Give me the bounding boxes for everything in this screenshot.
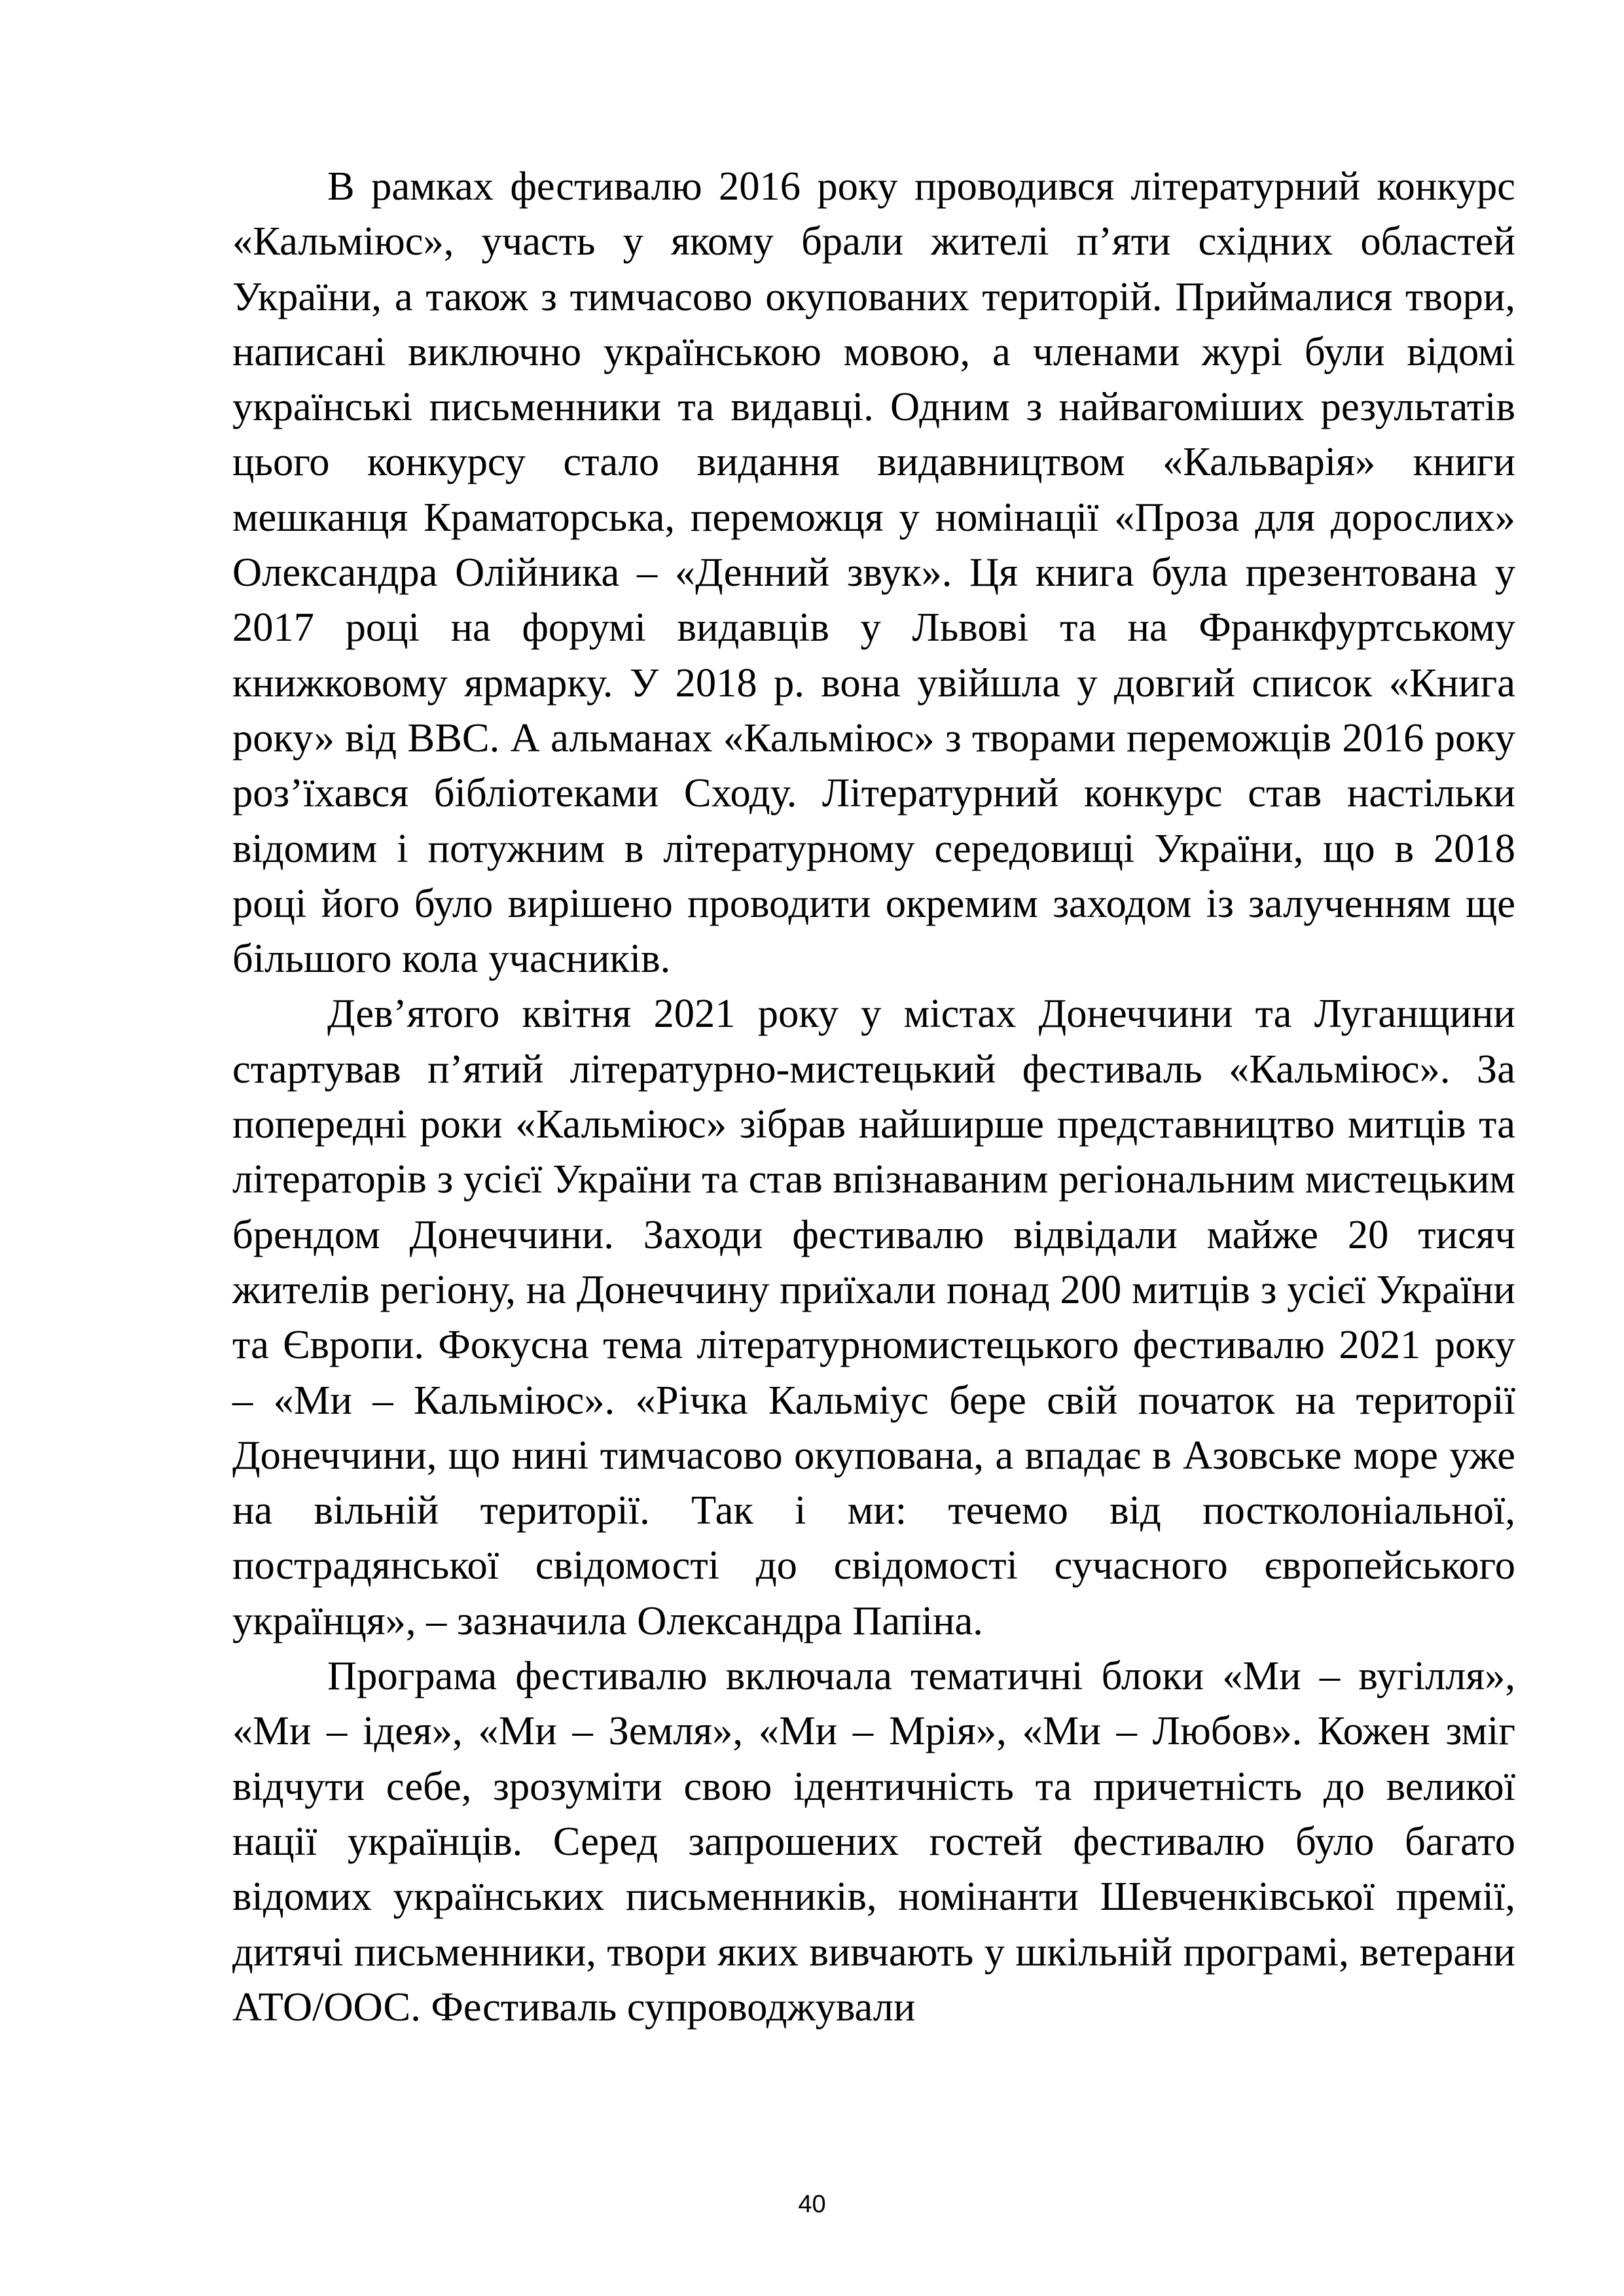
paragraph-2: Дев’ятого квітня 2021 року у містах Донеччини та Луганщини стартував п’ятий літературно-мистецький фестиваль «Кальміюс». За попередні роки «Кальміюс» зібрав найширше представництво митців та літераторів з усієї України та став впізнаваним регіональним мистецьким брендом Донеччини. Заходи фестивалю відвідали майже 20 тисяч жителів регіону, на Донеччину приїхали понад 200 митців з усієї України та Європи. Фокусна тема літературномистецького фестивалю 2021 року – «Ми – Кальміюс». «Річка Кальміус бере свій початок на території Донеччини, що нині тимчасово окупована, а впадає в Азовське море уже на вільній території. Так і ми: течемо від постколоніальної, пострадянської свідомості до свідомості сучасного європейського українця», – зазначила Олександра Папіна. — [232, 990, 1515, 1643]
paragraph-1: В рамках фестивалю 2016 року проводився літературний конкурс «Кальміюс», участь у якому брали жителі п’яти східних областей України, а також з тимчасово окупованих територій. Приймалися твори, написані виключно українською мовою, а членами журі були відомі українські письменники та видавці. Одним з найвагоміших результатів цього конкурсу стало видання видавництвом «Кальварія» книги мешканця Краматорська, переможця у номінації «Проза для дорослих» Олександра Олійника – «Денний звук». Ця книга була презентована у 2017 році на форумі видавців у Львові та на Франкфуртському книжковому ярмарку. У 2018 р. вона увійшла у довгий список «Книга року» від BBC. А альманах «Кальміюс» з творами переможців 2016 року роз’їхався бібліотеками Сходу. Літературний конкурс став настільки відомим і потужним в літературному середовищі України, що в 2018 році його було вирішено проводити окремим заходом із залученням ще більшого кола учасників. — [232, 163, 1515, 982]
paragraph-3: Програма фестивалю включала тематичні блоки «Ми – вугілля», «Ми – ідея», «Ми – Земля», «Ми – Мрія», «Ми – Любов». Кожен зміг відчути себе, зрозуміти свою ідентичність та причетність до великої нації українців. Серед запрошених гостей фестивалю було багато відомих українських письменників, номінанти Шевченківської премії, дитячі письменники, твори яких вивчають у шкільній програмі, ветерани АТО/ООС. Фестиваль супроводжували — [232, 1653, 1515, 2030]
document-body — [232, 158, 1515, 2034]
page-number: 40 — [798, 2191, 826, 2218]
